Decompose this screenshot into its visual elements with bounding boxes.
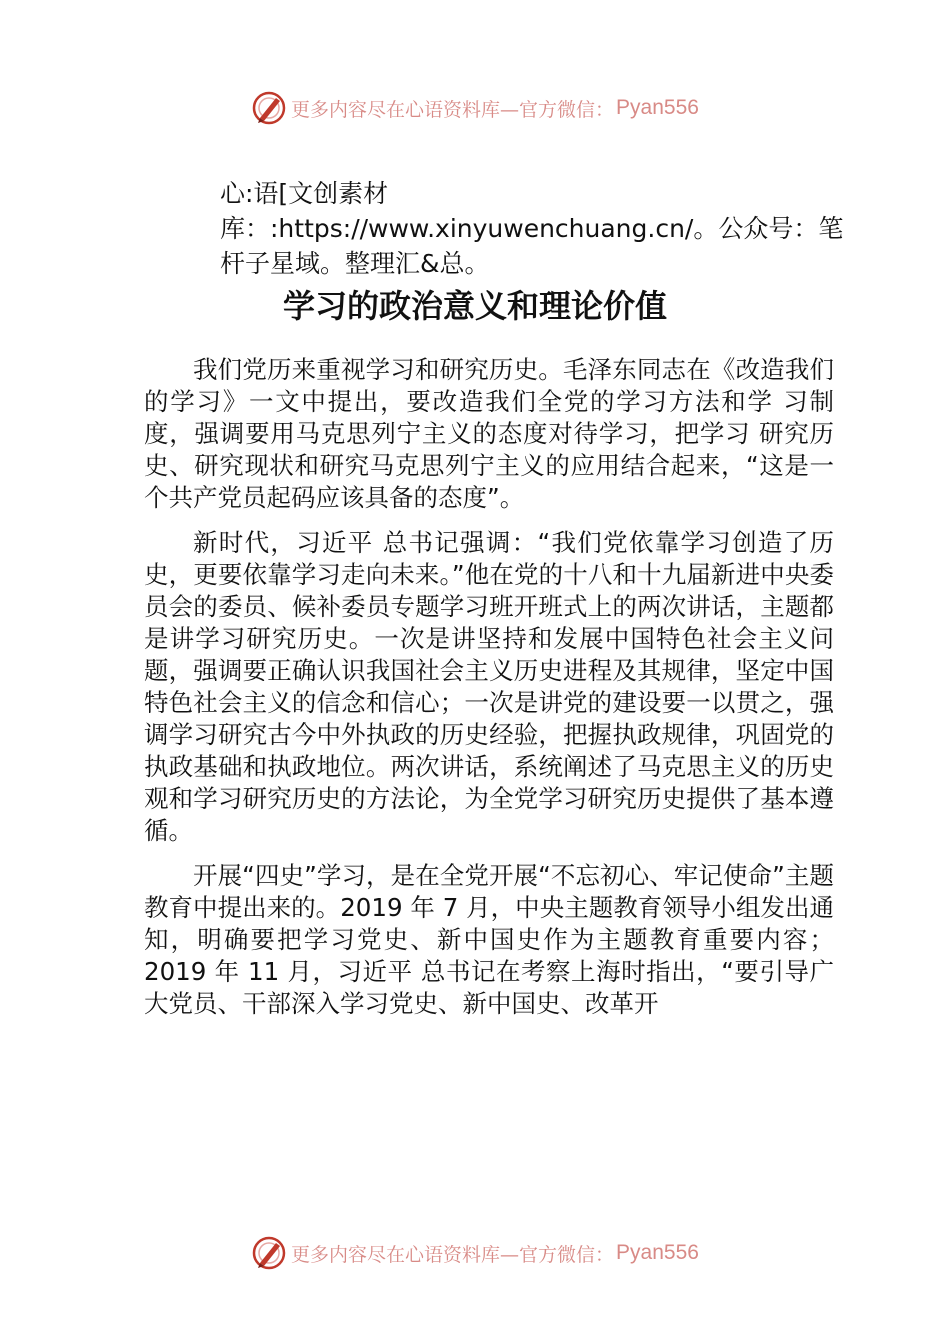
pen-logo-icon	[251, 90, 287, 126]
footer-wechat-id: Pyan556	[616, 1241, 699, 1264]
pen-logo-icon	[251, 1235, 287, 1271]
article-body	[144, 354, 834, 1033]
header-banner	[0, 88, 950, 128]
paragraph-3: 开展“四史”学习，是在全党开展“不忘初心、牢记使命”主题教育中提出来的。2019 年 7 月，中央主题教育领导小组发出通知，明确要把学习党史、新中国史作为主题教育重要内容；2019 年 11 月，习近平 总书记在考察上海时指出，“要引导广大党员、干部深入学习党史、新中国史、改革开	[144, 861, 834, 1018]
footer-banner	[0, 1233, 950, 1273]
paragraph-2: 新时代，习近平 总书记强调：“我们党依靠学习创造了历史，更要依靠学习走向未来。”他在党的十八和十九届新进中央委员会的委员、候补委员专题学习班开班式上的两次讲话，主题都是讲学习研究历史。一次是讲坚持和发展中国特色社会主义问题，强调要正确认识我国社会主义历史进程及其规律，坚定中国特色社会主义的信念和信心；一次是讲党的建设要一以贯之，强调学习研究古今中外执政的历史经验，把握执政规律，巩固党的执政基础和执政地位。两次讲话，系统阐述了马克思主义的历史观和学习研究历史的方法论，为全党学习研究历史提供了基本遵循。	[144, 528, 834, 845]
header-banner-text: 更多内容尽在心语资料库—官方微信：	[291, 98, 615, 121]
header-wechat-id: Pyan556	[616, 96, 699, 119]
page-title: 学习的政治意义和理论价值	[282, 287, 667, 325]
source-note: 心:语[文创素材库：:https://www.xinyuwenchuang.cn/。公众号：笔杆子星域。整理汇&总。	[220, 179, 844, 278]
footer-banner-text: 更多内容尽在心语资料库—官方微信：	[291, 1243, 615, 1266]
paragraph-1: 我们党历来重视学习和研究历史。毛泽东同志在《改造我们的学习》一文中提出，要改造我们全党的学习方法和学 习制度，强调要用马克思列宁主义的态度对待学习，把学习 研究历史、研究现状和研究马克思列宁主义的应用结合起来，“这是一个共产党员起码应该具备的态度”。	[144, 355, 834, 512]
